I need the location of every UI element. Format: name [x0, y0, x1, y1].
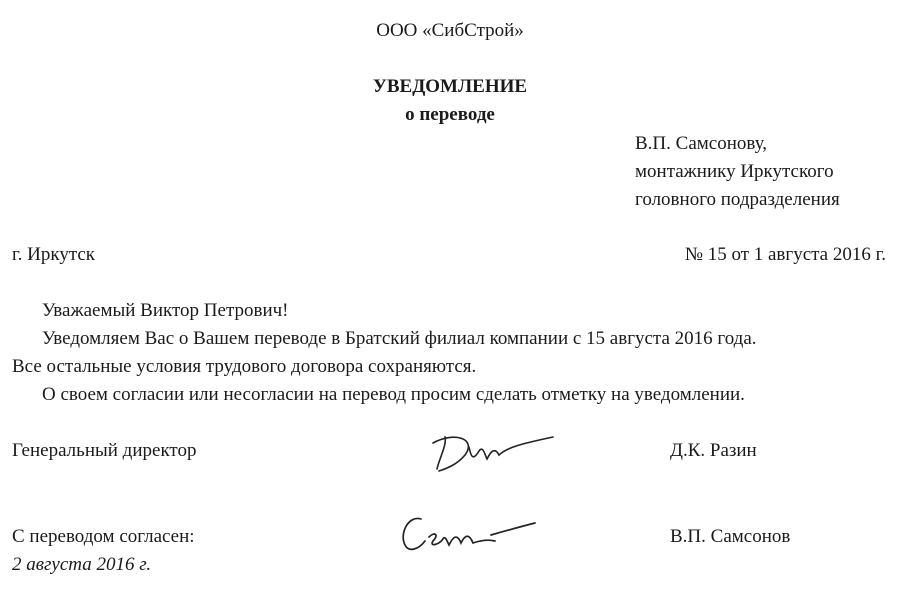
body-paragraph-1-line-1: Уведомляем Вас о Вашем переводе в Братский филиал компании с 15 августа 2016 года. [42, 328, 757, 349]
employee-signature [395, 505, 540, 560]
addressee-line-2: монтажнику Иркутского [635, 161, 834, 182]
body-paragraph-2: О своем согласии или несогласии на перевод просим сделать отметку на уведомлении. [42, 384, 745, 405]
greeting: Уважаемый Виктор Петрович! [42, 300, 289, 321]
document-title: УВЕДОМЛЕНИЕ [372, 76, 528, 97]
company-name: ООО «СибСтрой» [376, 20, 524, 41]
employee-name: В.П. Самсонов [670, 526, 791, 547]
city: г. Иркутск [12, 244, 96, 265]
addressee-line-1: В.П. Самсонову, [635, 133, 768, 154]
director-position: Генеральный директор [12, 440, 197, 461]
consent-label: С переводом согласен: [12, 526, 195, 547]
director-name: Д.К. Разин [670, 440, 757, 461]
addressee-line-3: головного подразделения [635, 189, 840, 210]
document-subtitle: о переводе [405, 104, 495, 125]
document-number-date: № 15 от 1 августа 2016 г. [684, 244, 886, 265]
body-paragraph-1-line-2: Все остальные условия трудового договора сохраняются. [12, 356, 477, 377]
director-signature [425, 425, 560, 480]
consent-date: 2 августа 2016 г. [12, 554, 152, 575]
